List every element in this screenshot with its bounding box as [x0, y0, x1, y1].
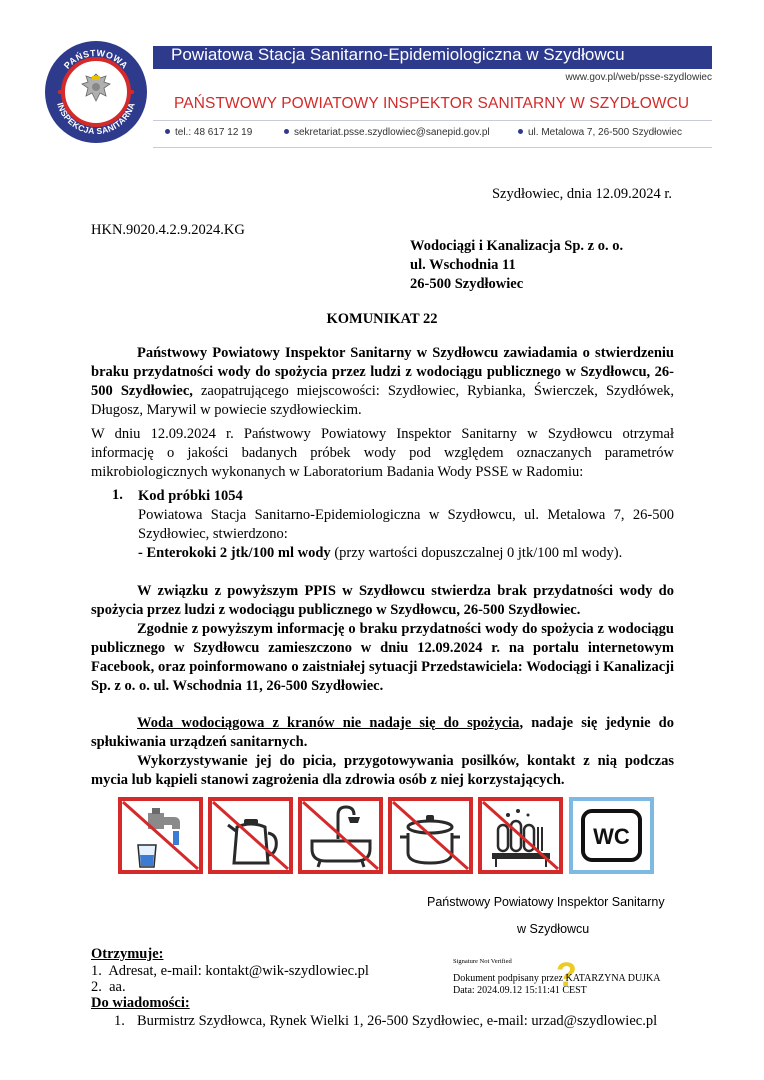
no-drinking-tap-icon [118, 797, 203, 874]
signer-role: Państwowy Powiatowy Inspektor Sanitarny [427, 895, 665, 909]
station-name: Powiatowa Stacja Sanitarno-Epidemiologiczna w Szydłowcu [171, 45, 625, 64]
warning-underlined: Woda wodociągowa z kranów nie nadaje się do spożycia [137, 715, 520, 731]
wc-allowed-icon [569, 797, 654, 874]
no-bath-icon [298, 797, 383, 874]
contact-email[interactable]: sekretariat.psse.szydlowiec@sanepid.gov.pl [284, 127, 490, 138]
recipient-line: Wodociągi i Kanalizacja Sp. z o. o. [410, 238, 624, 254]
signature-status: Signature Not Verified [453, 958, 512, 965]
announcement-bold: Państwowy Powiatowy Inspektor Sanitarny w Szydłowcu zawiadamia o stwierdzeniu braku przydatności wody do spożycia przez ludzi z wodociągu publicznego w Szydłowcu, 26-500 Szydłowiec, [91, 345, 674, 399]
logo-text-top: PAŃSTWOWA [61, 47, 130, 71]
list-item: 1. Adresat, e-mail: kontakt@wik-szydlowiec.pl [91, 963, 369, 979]
sample-code: Kod próbki 1054 [138, 488, 243, 504]
recipients-list [91, 963, 369, 995]
paragraph-notification: Zgodnie z powyższym informację o braku przydatności wody do spożycia z wodociągu publicznego w Szydłowcu zamieszczono w dniu 12.09.2024 r. na portalu internetowym Facebook, oraz poinformowano o zaistniałej sytuacji Przedstawiciela: Wodociągi i Kanalizacji Sp. z o. o. ul. Wschodnia 11, 26-500 Szydłowiec. [91, 621, 674, 694]
bullet-icon [518, 129, 523, 134]
recipient-line: ul. Wschodnia 11 [410, 257, 516, 273]
info-list [114, 1013, 657, 1030]
item-number: 1. [112, 487, 123, 503]
signature-unknown-mark-icon: ? [556, 956, 577, 994]
place-date: Szydłowiec, dnia 12.09.2024 r. [491, 186, 672, 202]
document-title: KOMUNIKAT 22 [326, 311, 438, 327]
sample-location: Powiatowa Stacja Sanitarno-Epidemiologiczna w Szydłowcu, ul. Metalowa 7, 26-500 Szydłowiec, stwierdzono: [138, 507, 674, 542]
signature-signed-by: Dokument podpisany przez KATARZYNA DUJKA [453, 973, 661, 984]
wc-label: WC [593, 824, 630, 849]
inspector-title: PAŃSTWOWY POWIATOWY INSPEKTOR SANITARNY W SZYDŁOWCU [174, 95, 690, 112]
signature-date: Data: 2024.09.12 15:11:41 CEST [453, 985, 587, 996]
bullet-icon [284, 129, 289, 134]
signer-office: w Szydłowcu [517, 922, 590, 936]
paragraph-warning: Woda wodociągowa z kranów nie nadaje się do spożycia, nadaje się jedynie do spłukiwania urządzeń sanitarnych. [91, 715, 674, 750]
sample-item [138, 487, 674, 563]
station-url[interactable]: www.gov.pl/web/psse-szydlowiec [565, 72, 712, 83]
recipient-address [410, 237, 623, 294]
paragraph-health-risk: Wykorzystywanie jej do picia, przygotowywania posilków, kontakt z nią podczas mycia lub kąpieli stanowi zagrożenia dla zdrowia osób z niej korzystających. [91, 753, 674, 788]
logo-text-bottom: INSPEKCJA SANITARNA [55, 101, 137, 137]
no-kettle-icon [208, 797, 293, 874]
announcement-rest: zaopatrującego miejscowości: Szydłowiec, Rybianka, Świerczek, Szydłówek, Długosz, Marywil w powiecie szydłowieckim. [91, 383, 675, 418]
paragraph-conclusion: W związku z powyższym PPIS w Szydłowcu stwierdza brak przydatności wody do spożycia przez ludzi z wodociągu publicznego w Szydłowcu, 26-500 Szydłowiec. [91, 583, 674, 618]
contact-phone: tel.: 48 617 12 19 [165, 127, 252, 138]
info-item: Burmistrz Szydłowca, Rynek Wielki 1, 26-500 Szydłowiec, e-mail: urzad@szydlowiec.pl [137, 1013, 658, 1029]
contact-address: ul. Metalowa 7, 26-500 Szydłowiec [518, 127, 682, 138]
recipients-heading: Otrzymuje: [91, 946, 164, 962]
header-divider [153, 120, 712, 121]
inspection-logo [44, 40, 148, 144]
signature-details [453, 973, 661, 997]
sample-result: - Enterokoki 2 jtk/100 ml wody (przy wartości dopuszczalnej 0 jtk/100 ml wody). [138, 545, 623, 561]
list-item: 2. aa. [91, 979, 126, 995]
reference-number: HKN.9020.4.2.9.2024.KG [91, 222, 245, 238]
no-dishwashing-icon [478, 797, 563, 874]
info-heading: Do wiadomości: [91, 995, 190, 1011]
info-item-number: 1. [114, 1013, 125, 1029]
no-cooking-pot-icon [388, 797, 473, 874]
pictogram-row [118, 797, 654, 874]
bullet-icon [165, 129, 170, 134]
paragraph-information: W dniu 12.09.2024 r. Państwowy Powiatowy Inspektor Sanitarny w Szydłowcu otrzymał informację o jakości badanych próbek wody pod względem oznaczanych parametrów mikrobiologicznych wykonanych w Laboratorium Badania Wody PSSE w Radomiu: [91, 426, 674, 480]
recipient-line: 26-500 Szydłowiec [410, 276, 524, 292]
paragraph-announcement [91, 344, 674, 420]
header-divider-bottom [153, 147, 712, 148]
